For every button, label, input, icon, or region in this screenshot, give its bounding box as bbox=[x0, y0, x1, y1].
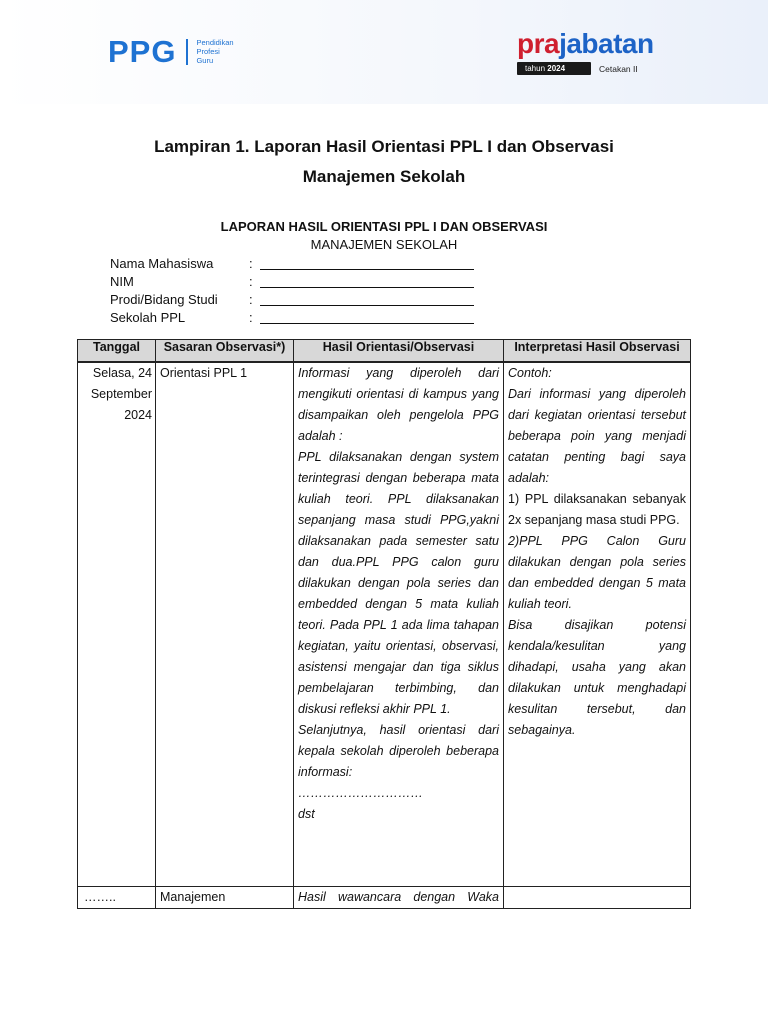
interpretasi-paragraph: Contoh: bbox=[508, 366, 552, 380]
prajabatan-wordmark-part2: jabatan bbox=[559, 28, 654, 59]
prajabatan-cetakan: Cetakan II bbox=[599, 63, 638, 74]
tanggal-text: …….. bbox=[84, 890, 116, 904]
prajabatan-year-badge bbox=[517, 62, 591, 75]
nim-field[interactable] bbox=[260, 273, 474, 288]
form-label: Prodi/Bidang Studi bbox=[110, 292, 218, 307]
observation-table bbox=[77, 339, 691, 909]
sekolah-ppl-field[interactable] bbox=[260, 309, 474, 324]
form-colon: : bbox=[249, 256, 253, 271]
form-row-nim bbox=[110, 273, 474, 291]
table-header-row bbox=[78, 340, 691, 363]
prajabatan-year: 2024 bbox=[547, 64, 566, 73]
form-colon: : bbox=[249, 310, 253, 325]
prajabatan-wordmark bbox=[517, 30, 654, 58]
table-row bbox=[78, 362, 691, 887]
hasil-paragraph: PPL dilaksanakan dengan system terintegrasi dengan beberapa mata kuliah teori. PPL dilaksanakan sepanjang masa studi PPG,yakni dilaksanakan pada semester satu dan dua.PPL PPG calon guru dilakukan dengan pola series dan embedded dengan 5 mata kuliah teori. Pada PPL 1 ada lima tahapan kegiatan, yaitu orientasi, observasi, asistensi mengajar dan tiga siklus pembelajaran terbimbing, dan diskusi refleksi akhir PPL 1. bbox=[298, 450, 499, 716]
form-row-prodi bbox=[110, 291, 474, 309]
report-subtitle: MANAJEMEN SEKOLAH bbox=[310, 237, 458, 252]
sasaran-cell bbox=[156, 362, 294, 887]
hasil-paragraph: ………………………… bbox=[298, 786, 423, 800]
document-title-line1: Lampiran 1. Laporan Hasil Orientasi PPL I dan Observasi bbox=[154, 137, 614, 156]
hasil-paragraph: Informasi yang diperoleh dari mengikuti orientasi di kampus yang disampaikan oleh pengelola PPG adalah : bbox=[298, 366, 499, 443]
form-row-sekolah bbox=[110, 309, 474, 327]
interpretasi-cell bbox=[504, 887, 691, 909]
column-header: Tanggal bbox=[78, 340, 156, 363]
column-header: Interpretasi Hasil Observasi bbox=[504, 340, 691, 363]
form-colon: : bbox=[249, 274, 253, 289]
interpretasi-cell bbox=[504, 362, 691, 887]
sasaran-text: Orientasi PPL 1 bbox=[160, 366, 248, 380]
hasil-paragraph: dst bbox=[298, 807, 315, 821]
hasil-cell bbox=[294, 887, 504, 909]
ppg-sub-line: Profesi bbox=[196, 47, 220, 56]
form-colon: : bbox=[249, 292, 253, 307]
hasil-paragraph: Hasil wawancara dengan Waka bbox=[298, 890, 499, 904]
prajabatan-logo bbox=[517, 30, 654, 75]
prodi-field[interactable] bbox=[260, 291, 474, 306]
identity-form bbox=[110, 255, 474, 327]
nama-mahasiswa-field[interactable] bbox=[260, 255, 474, 270]
sasaran-text: Manajemen bbox=[160, 890, 226, 904]
document-title-line2: Manajemen Sekolah bbox=[302, 167, 466, 186]
form-row-nama bbox=[110, 255, 474, 273]
table-row bbox=[78, 887, 691, 909]
ppg-logo-subtitle bbox=[196, 38, 233, 65]
report-title: LAPORAN HASIL ORIENTASI PPL I DAN OBSERVASI bbox=[220, 219, 548, 234]
interpretasi-paragraph: 1) PPL dilaksanakan sebanyak 2x sepanjang masa studi PPG. bbox=[508, 492, 686, 527]
ppg-logo bbox=[108, 36, 234, 67]
prajabatan-tahun-label: tahun bbox=[525, 64, 546, 73]
hasil-paragraph: Selanjutnya, hasil orientasi dari kepala sekolah diperoleh beberapa informasi: bbox=[298, 723, 499, 779]
hasil-cell bbox=[294, 362, 504, 887]
form-label: Nama Mahasiswa bbox=[110, 256, 214, 271]
form-label: NIM bbox=[110, 274, 134, 289]
form-label: Sekolah PPL bbox=[110, 310, 186, 325]
column-header: Sasaran Observasi*) bbox=[156, 340, 294, 363]
tanggal-cell bbox=[78, 362, 156, 887]
interpretasi-paragraph: Dari informasi yang diperoleh dari kegiatan orientasi tersebut beberapa poin yang menjadi catatan penting bagi saya adalah: bbox=[508, 387, 686, 485]
interpretasi-paragraph: Bisa disajikan potensi kendala/kesulitan yang dihadapi, usaha yang akan dilakukan untuk menghadapi kesulitan tersebut, dan sebagainya. bbox=[508, 618, 686, 737]
ppg-sub-line: Guru bbox=[196, 56, 214, 65]
tanggal-cell bbox=[78, 887, 156, 909]
column-header: Hasil Orientasi/Observasi bbox=[294, 340, 504, 363]
tanggal-text: Selasa, 24 September 2024 bbox=[90, 366, 152, 422]
ppg-sub-line: Pendidikan bbox=[196, 38, 234, 47]
ppg-logo-mark: PPG bbox=[108, 34, 177, 69]
sasaran-cell bbox=[156, 887, 294, 909]
prajabatan-edition bbox=[517, 62, 654, 75]
interpretasi-paragraph: 2)PPL PPG Calon Guru dilakukan dengan pola series dan embedded dengan 5 mata kuliah teori. bbox=[508, 534, 686, 611]
prajabatan-wordmark-part1: pra bbox=[517, 28, 560, 59]
ppg-logo-divider bbox=[186, 39, 188, 65]
